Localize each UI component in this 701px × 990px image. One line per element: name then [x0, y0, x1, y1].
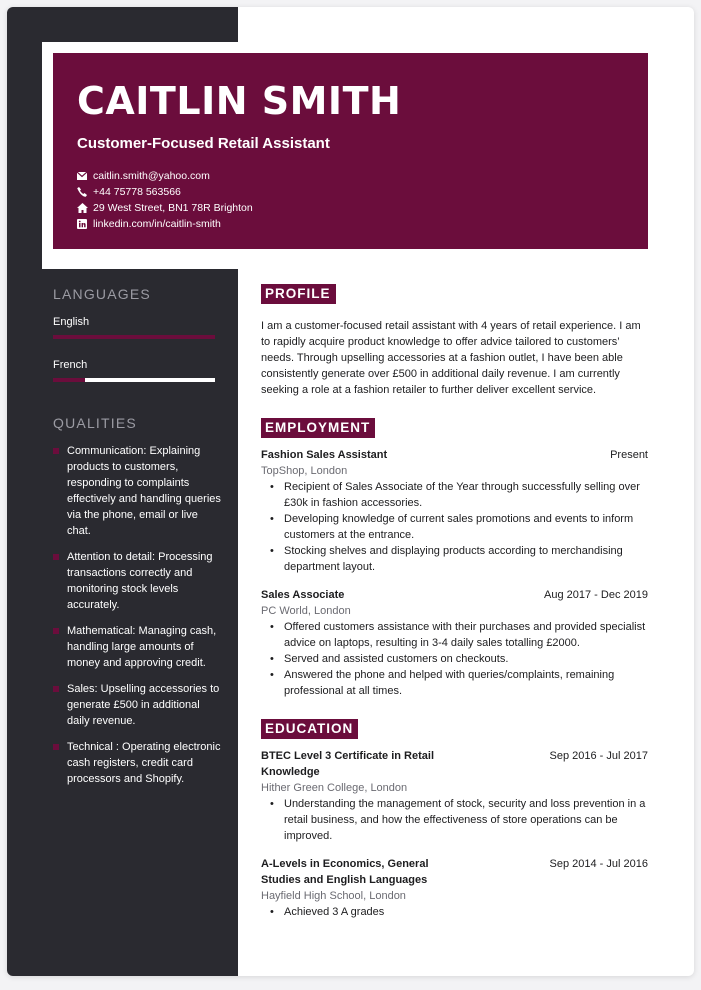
- job-company: PC World, London: [261, 605, 351, 617]
- contact-linkedin: [77, 216, 624, 232]
- phone-text[interactable]: +44 75778 563566: [93, 186, 181, 198]
- contact-phone: [77, 184, 624, 200]
- job-header: [261, 447, 648, 463]
- languages-heading: LANGUAGES: [53, 286, 151, 302]
- education-date: Sep 2014 - Jul 2016: [549, 858, 648, 870]
- job-date: Present: [610, 449, 648, 461]
- list-item: • Recipient of Sales Associate of the Year through successfully selling over £30k in fashion accessories.: [284, 479, 648, 511]
- email-text[interactable]: caitlin.smith@yahoo.com: [93, 170, 210, 182]
- job-entry: [261, 447, 648, 575]
- bullet-square-icon: [53, 554, 59, 560]
- language-french: [53, 359, 215, 382]
- quality-text: Sales: Upselling accessories to generate £500 in additional daily revenue.: [67, 683, 220, 727]
- list-item: • Served and assisted customers on checkouts.: [284, 651, 648, 667]
- linkedin-icon: [77, 219, 93, 229]
- job-header: [261, 587, 648, 603]
- language-level-fill: [53, 335, 215, 339]
- language-level-bar: [53, 378, 215, 382]
- candidate-name: CAITLIN SMITH: [77, 79, 402, 123]
- list-item: [53, 681, 223, 729]
- quality-text: Communication: Explaining products to customers, responding to complaints effectively and handling queries via the phone, email or live chat.: [67, 445, 221, 537]
- bullet-square-icon: [53, 686, 59, 692]
- list-item: • Stocking shelves and displaying products according to merchandising department layout.: [284, 543, 648, 575]
- address-text: 29 West Street, BN1 78R Brighton: [93, 202, 253, 214]
- bullet-square-icon: [53, 744, 59, 750]
- education-header: [261, 856, 648, 888]
- education-qualification: A-Levels in Economics, General Studies and English Languages: [261, 858, 429, 886]
- section-title-education: EDUCATION: [261, 719, 358, 739]
- education-entry: [261, 748, 648, 844]
- language-name: French: [53, 359, 88, 371]
- job-role: Sales Associate: [261, 589, 345, 601]
- education-date: Sep 2016 - Jul 2017: [549, 750, 648, 762]
- list-item: [53, 623, 223, 671]
- profile-text: I am a customer-focused retail assistant with 4 years of retail experience. I am to rapidly acquire product knowledge to offer advice tailored to customers’ needs. Through upselling accessories at a fashion outlet, I have been able consistently generate over £500 in additional daily revenue. I am currently seeking a role at a fashion retailer to further deliver excellent service.: [261, 320, 641, 396]
- education-school: Hayfield High School, London: [261, 890, 406, 902]
- job-bullets: [261, 479, 648, 575]
- job-entry: [261, 587, 648, 699]
- home-icon: [77, 203, 93, 213]
- header: [53, 53, 648, 249]
- quality-text: Mathematical: Managing cash, handling large amounts of money and approving credit.: [67, 625, 217, 669]
- list-item: • Answered the phone and helped with queries/complaints, remaining professional at all times.: [284, 667, 648, 699]
- language-level-bar: [53, 335, 215, 339]
- list-item: [53, 739, 223, 787]
- quality-text: Technical : Operating electronic cash registers, credit card processors and Shopify.: [67, 741, 221, 785]
- education-entry: [261, 856, 648, 920]
- language-level-fill: [53, 378, 85, 382]
- language-english: [53, 316, 215, 339]
- section-title-employment: EMPLOYMENT: [261, 418, 375, 438]
- profile-section: [261, 284, 648, 398]
- employment-section: [261, 418, 648, 699]
- list-item: • Understanding the management of stock, security and loss prevention in a retail business, and how the effectiveness of store operations can be improved.: [284, 796, 648, 844]
- bullet-square-icon: [53, 628, 59, 634]
- contact-email: [77, 168, 624, 184]
- list-item: • Offered customers assistance with their purchases and provided specialist advice on laptops, resulting in 3-4 daily sales totalling £2000.: [284, 619, 648, 651]
- list-item: [53, 443, 223, 539]
- education-bullets: [261, 796, 648, 844]
- job-role: Fashion Sales Assistant: [261, 449, 388, 461]
- contact-address: [77, 200, 624, 216]
- qualities-heading: QUALITIES: [53, 415, 137, 431]
- education-bullets: [261, 904, 648, 920]
- contact-list: [77, 168, 624, 232]
- job-company: TopShop, London: [261, 465, 348, 477]
- phone-icon: [77, 187, 93, 197]
- candidate-subtitle: Customer-Focused Retail Assistant: [77, 135, 330, 152]
- job-date: Aug 2017 - Dec 2019: [544, 589, 648, 601]
- list-item: • Achieved 3 A grades: [284, 904, 648, 920]
- education-qualification: BTEC Level 3 Certificate in Retail Knowledge: [261, 750, 434, 778]
- list-item: • Developing knowledge of current sales promotions and events to inform customers at the entrance.: [284, 511, 648, 543]
- language-name: English: [53, 316, 90, 328]
- education-section: [261, 719, 648, 920]
- envelope-icon: [77, 172, 93, 180]
- education-school: Hither Green College, London: [261, 782, 408, 794]
- quality-text: Attention to detail: Processing transactions correctly and monitoring stock levels accurately.: [67, 551, 213, 611]
- section-title-profile: PROFILE: [261, 284, 336, 304]
- resume-page: [7, 7, 694, 976]
- qualities-list: [53, 443, 223, 797]
- job-bullets: [261, 619, 648, 699]
- education-header: [261, 748, 648, 780]
- bullet-square-icon: [53, 448, 59, 454]
- list-item: [53, 549, 223, 613]
- linkedin-text[interactable]: linkedin.com/in/caitlin-smith: [93, 218, 221, 230]
- main-column: [261, 284, 648, 920]
